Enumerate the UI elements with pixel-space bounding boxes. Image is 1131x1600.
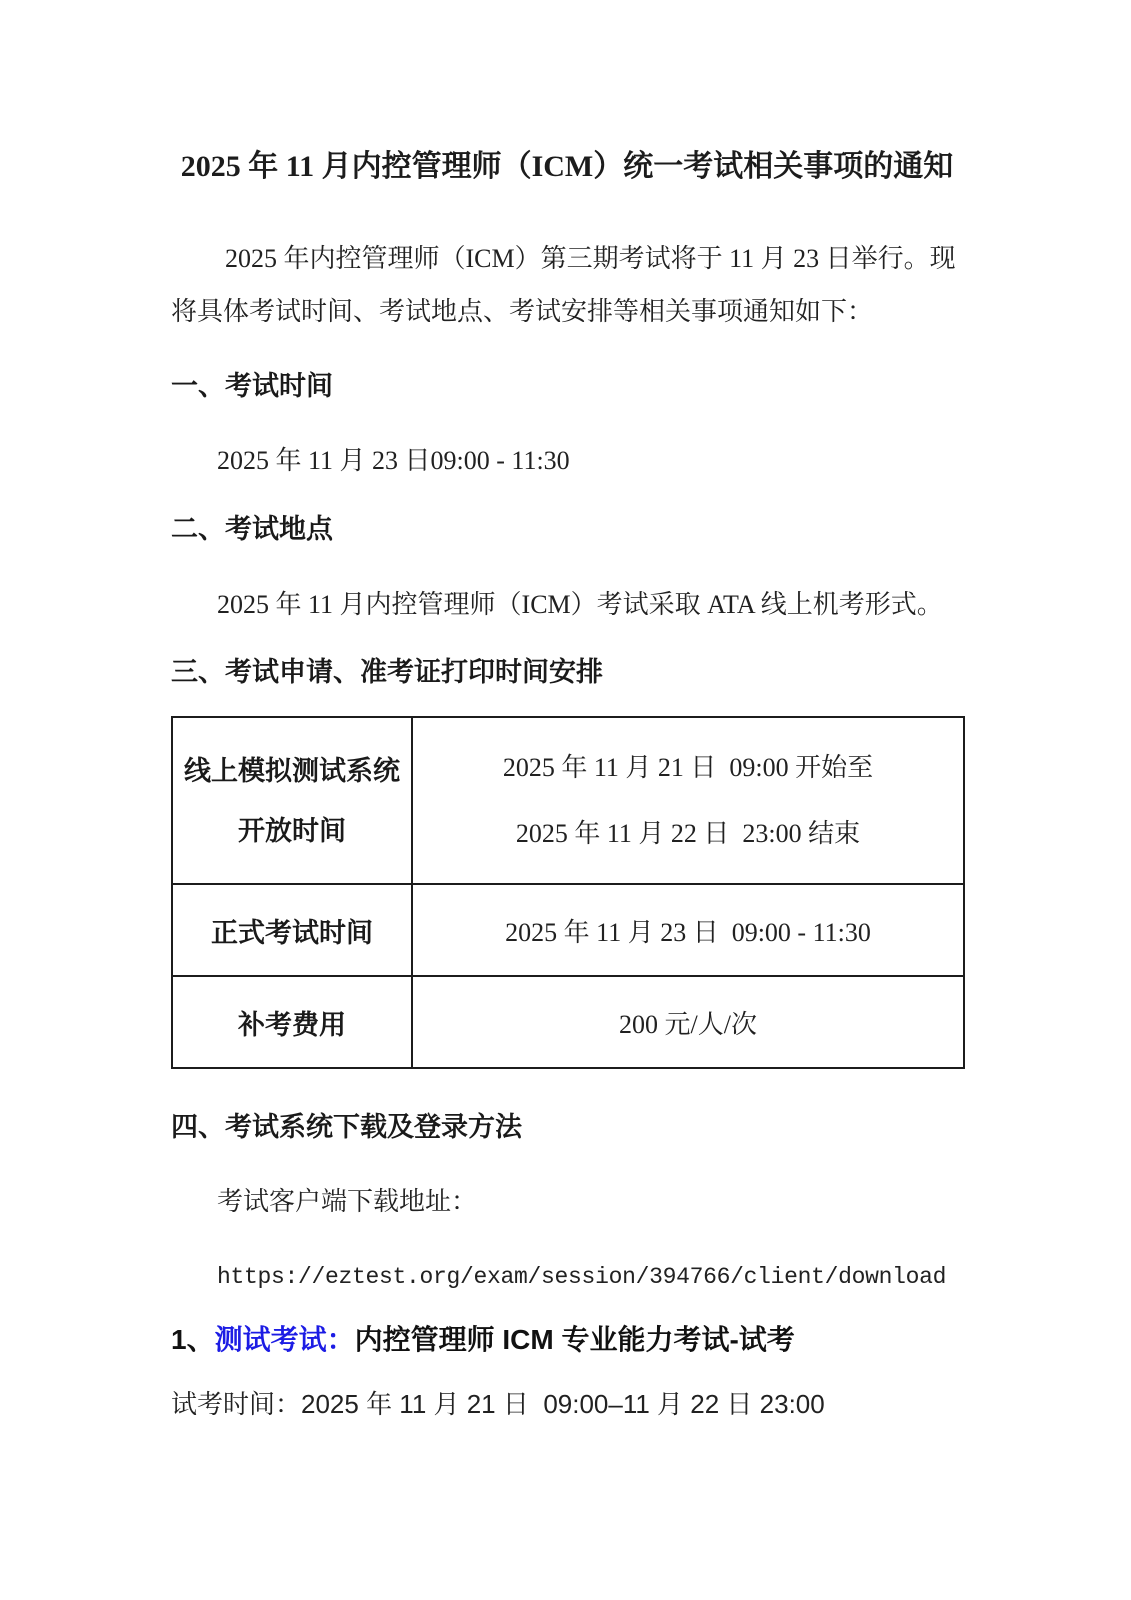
section-2-heading: 二、考试地点: [171, 514, 333, 544]
section-3-heading: 三、考试申请、准考证打印时间安排: [171, 657, 603, 687]
intro-line-2: 将具体考试时间、考试地点、考试安排等相关事项通知如下：: [171, 297, 874, 326]
mock-system-time-line1: 2025 年 11 月 21 日 09:00 开始至: [502, 752, 874, 782]
trial-exam-name: 内控管理师 ICM 专业能力考试-试考: [354, 1324, 795, 1355]
doc-title: 2025 年 11 月内控管理师（ICM）统一考试相关事项的通知: [180, 150, 954, 183]
schedule-table: [171, 716, 965, 1069]
retake-fee-label-cell: 补考费用: [172, 976, 412, 1068]
trial-exam-time: 试考时间：2025 年 11 月 21 日 09:00–11 月 22 日 23:00: [171, 1389, 825, 1419]
mock-system-time-line2: 2025 年 11 月 22 日 23:00 结束: [515, 818, 861, 848]
download-url: https://eztest.org/exam/session/394766/client/download: [217, 1264, 947, 1290]
table-row-official-exam: [172, 884, 964, 976]
retake-fee-value-cell: 200 元/人/次: [412, 976, 964, 1068]
official-exam-label-cell: 正式考试时间: [172, 884, 412, 976]
mock-system-label-line1: 线上模拟测试系统: [184, 755, 400, 786]
exam-location-text: 2025 年 11 月内控管理师（ICM）考试采取 ATA 线上机考形式。: [217, 590, 943, 619]
trial-exam-heading: [171, 1319, 963, 1361]
table-row-mock-system: [172, 717, 964, 884]
mock-system-label-cell: [172, 717, 412, 884]
official-exam-time-cell: 2025 年 11 月 23 日 09:00 - 11:30: [412, 884, 964, 976]
section-1-heading: 一、考试时间: [171, 371, 333, 401]
exam-time-text: 2025 年 11 月 23 日09:00 - 11:30: [217, 446, 570, 475]
trial-number: 1、: [171, 1324, 215, 1355]
section-4-heading: 四、考试系统下载及登录方法: [171, 1112, 522, 1142]
download-address-label: 考试客户端下载地址：: [217, 1187, 478, 1216]
table-row-retake-fee: [172, 976, 964, 1068]
intro-line-1: 2025 年内控管理师（ICM）第三期考试将于 11 月 23 日举行。现: [225, 244, 956, 273]
mock-system-label-line2: 开放时间: [238, 815, 346, 846]
intro-paragraph: [171, 232, 963, 338]
trial-exam-label: 测试考试：: [214, 1324, 355, 1355]
mock-system-time-cell: [412, 717, 964, 884]
